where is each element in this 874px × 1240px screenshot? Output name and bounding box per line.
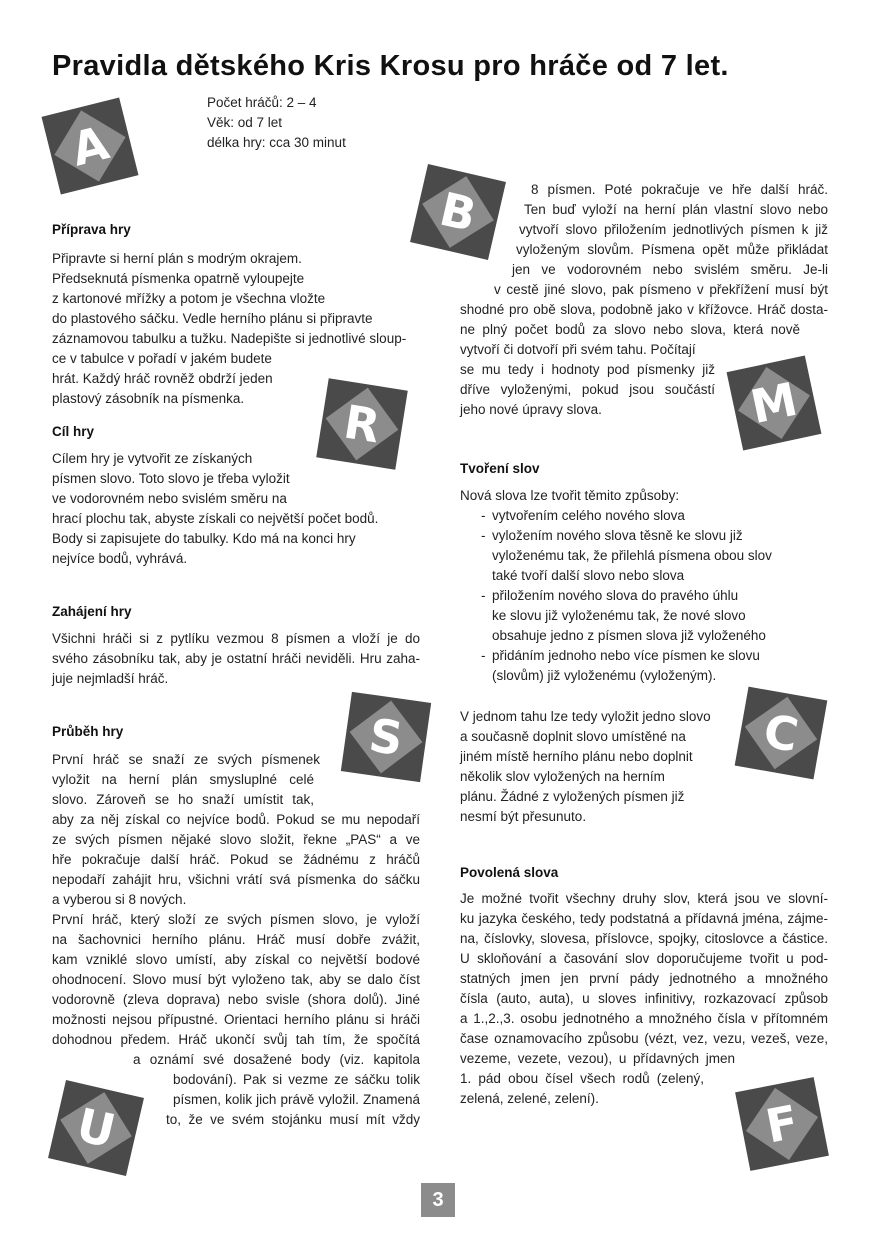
cil-heading: Cíl hry xyxy=(52,424,95,439)
tvoreni-heading: Tvoření slov xyxy=(460,461,540,476)
list-item: - vyložením nového slova těsně ke slovu již vyloženému tak, že přilehlá písmena obou slov také tvoří další slovo nebo slova xyxy=(481,528,772,583)
prubeh-text: aby za něj získal co nejvíce bodů. Pokud se mu nepodaří ze svých písmen nějaké slovo složit, řekne „PAS“ a ve hře pokračuje další hráč. Pokud se žádnému z hráčů nepodaří zahájit hru, všichni vrátí svá písmenka do sáčku a vyberou si 8 nových. První hráč, který složí ze svých písmen slovo, je vyloží na šachovnici herního plánu. Hráč musí dobře zvážit, kam vzniklé slovo umístí, aby získal co největší bodové ohodnocení. Slovo musí být vyloženo tak, aby se dalo číst vodorovně (zleva doprava) nebo svisle (shora dolů). Jiné možnosti nejsou přípustné. Orientaci herního plánu si hráči dohodnou předem. Hráč ukončí svůj tah tím, že spočítá xyxy=(52,812,420,1047)
priprava-heading: Příprava hry xyxy=(52,222,131,237)
priprava-text: Připravte si herní plán s modrým okrajem. Předseknutá písmenka opatrně vyloupejte z kartonové mřížky a potom je všechna vložte do plastového sáčku. Vedle herního plánu si připravte záznamovou tabulku a tužku. Nadepište si jednotlivé sloup- ce v tabulce v pořadí v jakém budete hrát. Každý hráč rovněž obdrží jeden plastový zásobník na písmenka. xyxy=(52,251,407,406)
zahajeni-text: Všichni hráči si z pytlíku vezmou 8 písmen a vloží je do svého zásobníku tak, aby je ostatní hráči neviděli. Hru zaha- juje nejmladší hráč. xyxy=(52,631,420,686)
tile-b: B xyxy=(410,164,506,260)
right-top-text-6: v cestě jiné slovo, pak písmeno v překřížení musí být xyxy=(494,282,828,297)
list-item: - přiložením nového slova do pravého úhlu ke slovu již vyloženému tak, že nové slovo obsahuje jedno z písmen slova již vyloženého xyxy=(481,588,766,643)
tvoreni-list xyxy=(460,506,772,686)
tile-f: F xyxy=(735,1077,829,1171)
right-top-text-2: Ten buď vyloží na herní plán vlastní slovo nebo xyxy=(524,202,828,217)
zahajeni-heading: Zahájení hry xyxy=(52,604,132,619)
prubeh-text-end-2: bodování). Pak si vezme ze sáčku tolik písmen, kolik jich právě vyložil. Znamená xyxy=(173,1072,420,1107)
list-item: - vytvořením celého nového slova xyxy=(481,508,685,523)
game-duration: délka hry: cca 30 minut xyxy=(207,135,346,150)
prubeh-text-end-3: to, že ve svém stojánku musí mít vždy xyxy=(166,1112,420,1127)
prubeh-heading: Průběh hry xyxy=(52,724,124,739)
tah-text: V jednom tahu lze tedy vyložit jedno slovo a současně doplnit slovo umístěné na jiném místě herního plánu nebo doplnit několik slov vyložených na herním plánu. Žádné z vyložených písmen již nesmí být přesunuto. xyxy=(460,709,711,824)
prubeh-text-wrap: První hráč se snaží ze svých písmenek vyložit na herní plán smysluplné celé slovo. Zároveň se ho snaží umístit tak, xyxy=(52,752,320,807)
tile-s: S xyxy=(341,692,431,782)
povolena-text-end: vezeme, vezete, vezou), u přídavných jmen 1. pád obou čísel všech rodů (zelený, zelená, zelené, zelení). xyxy=(460,1051,735,1106)
game-info xyxy=(207,93,346,153)
tile-m: M xyxy=(727,356,822,451)
tvoreni-text: Nová slova lze tvořit těmito způsoby: - vytvořením celého nového slova - vyložením nového slova těsně ke slovu již vyloženému tak, že přilehlá písmena obou slov také tvoří další slovo nebo slova - přiložením nového slova do pravého úhlu ke slovu již vyloženému tak, že nové slovo obsahuje jedno z písmen slova již vyloženého - přidáním jednoho nebo více písmen ke slovu (slovům) již vyloženému (vyloženým). xyxy=(460,486,772,686)
povolena-text: Je možné tvořit všechny druhy slov, která jsou ve slovní- ku jazyka českého, tedy podstatná a přídavná jména, zájme- na, číslovky, slovesa, příslovce, spojky, citoslovce a částice. U skloňování a časování slov doporučujeme tvořit u pod- statných jmen jen první pády jednotného a množného čísla (auto, auta), u sloves infinitivy, rozkazovací způsob a 1.,2.,3. osobu jednotného a množného čísla v přítomném čase oznamovacího způsobu (vézt, vez, vezu, vezeš, veze, xyxy=(460,891,828,1046)
tile-a: A xyxy=(42,98,139,195)
right-top-text-4: vyloženým slovům. Písmena opět může přikládat xyxy=(516,242,828,257)
tile-u: U xyxy=(48,1080,144,1176)
tile-c: C xyxy=(735,687,828,780)
prubeh-text-end-1: a oznámí své dosažené body (viz. kapitola xyxy=(133,1052,420,1067)
right-top-text-3: vytvoří slovo přiložením jednotlivých písmen k již xyxy=(519,222,828,237)
right-top-text-1: 8 písmen. Poté pokračuje ve hře další hráč. xyxy=(531,182,828,197)
cil-text: Cílem hry je vytvořit ze získaných písmen slovo. Toto slovo je třeba vyložit ve vodorovném nebo svislém směru na hrací plochu tak, abyste získali co největší počet bodů. Body si zapisujete do tabulky. Kdo má na konci hry nejvíce bodů, vyhrává. xyxy=(52,451,379,566)
right-top-text-5: jen ve vodorovném nebo svislém směru. Je-li xyxy=(512,262,828,277)
povolena-heading: Povolená slova xyxy=(460,865,559,880)
page-number: 3 xyxy=(421,1183,455,1217)
page-title: Pravidla dětského Kris Krosu pro hráče od 7 let. xyxy=(52,50,729,82)
players-count: Počet hráčů: 2 – 4 xyxy=(207,95,317,110)
tile-r: R xyxy=(316,378,408,470)
list-item: - přidáním jednoho nebo více písmen ke slovu (slovům) již vyloženému (vyloženým). xyxy=(481,648,760,683)
right-top-text-8: vytvoří či dotvoří při svém tahu. Počítají se mu tedy i hodnoty pod písmenky již dříve vyloženými, pokud jsou součástí jeho nové úpravy slova. xyxy=(460,342,715,417)
right-top-text-7: shodné pro obě slova, podobně jako v křížovce. Hráč dosta- ne plný počet bodů za slovo nebo slova, která nově xyxy=(460,302,828,337)
age: Věk: od 7 let xyxy=(207,115,283,130)
